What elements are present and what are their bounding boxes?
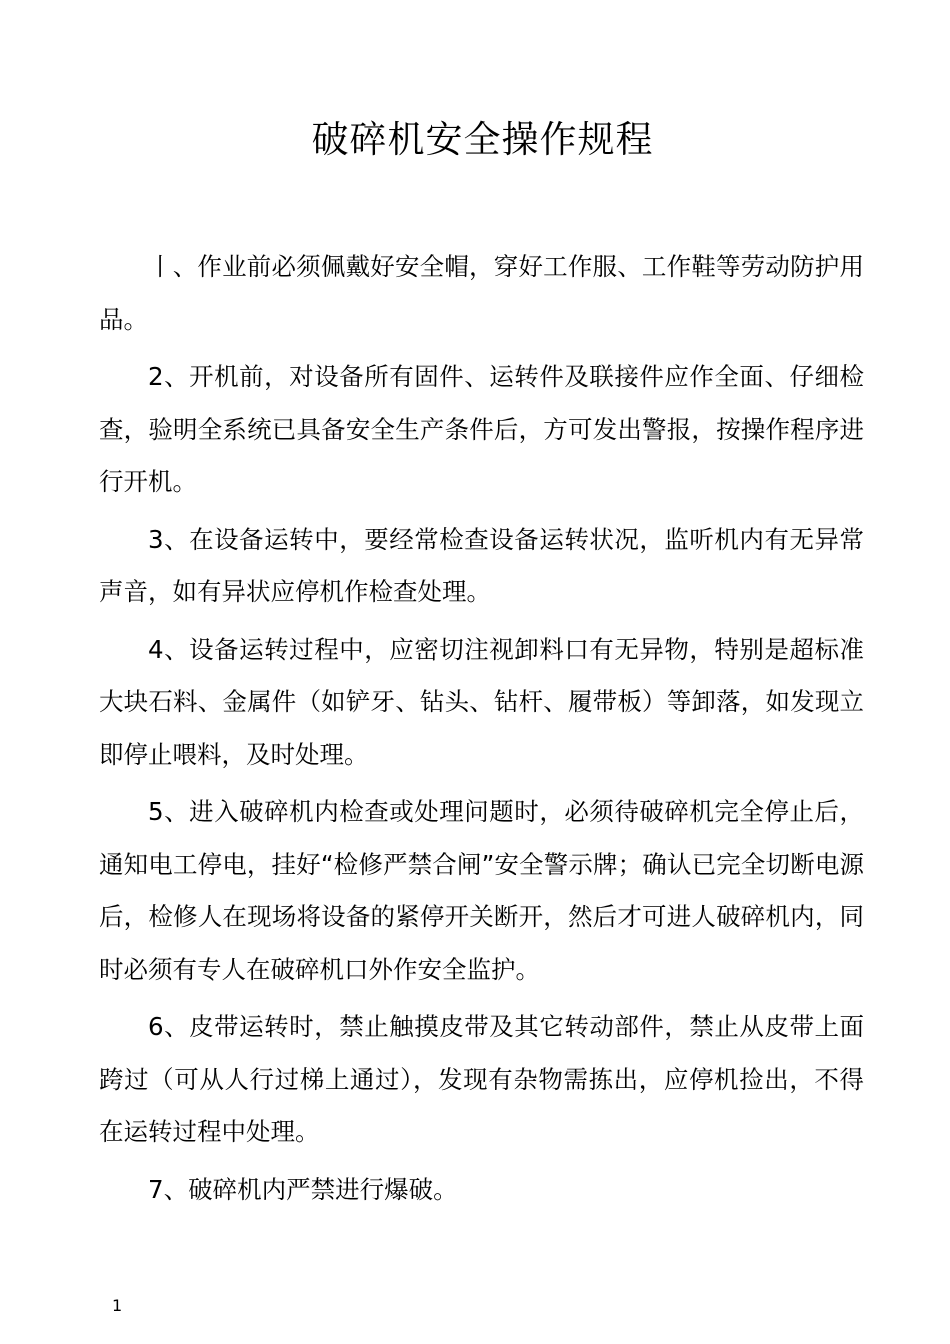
paragraph-1: 丨、作业前必须佩戴好安全帽，穿好工作服、工作鞋等劳动防护用品。 [99, 252, 864, 334]
paragraph-6: 6、皮带运转时，禁止触摸皮带及其它转动部件，禁止从皮带上面跨过（可从人行过梯上通过），发现有杂物需拣出，应停机捡出，不得在运转过程中处理。 [99, 1012, 864, 1146]
page-number: 1 [112, 1296, 123, 1315]
paragraph-5: 5、进入破碎机内检查或处理问题时，必须待破碎机完全停止后，通知电工停电，挂好“检修严禁合闸”安全警示牌；确认已完全切断电源后，检修人在现场将设备的紧停开关断开，然后才可进人破碎机内，同时必须有专人在破碎机口外作安全监护。 [99, 797, 864, 984]
paragraph-7: 7、破碎机内严禁进行爆破。 [148, 1174, 458, 1204]
document-title: 破碎机安全操作规程 [311, 118, 654, 161]
paragraph-3: 3、在设备运转中，要经常检查设备运转状况，监听机内有无异常声音，如有异状应停机作检查处理。 [99, 524, 864, 606]
paragraph-2: 2、开机前，对设备所有固件、运转件及联接件应作全面、仔细检查，验明全系统已具备安全生产条件后，方可发出警报，按操作程序进行开机。 [99, 362, 864, 496]
document-body [99, 241, 864, 1221]
paragraph-4: 4、设备运转过程中，应密切注视卸料口有无异物，特别是超标准大块石料、金属件（如铲牙、钻头、钻杆、履带板）等卸落，如发现立即停止喂料，及时处理。 [99, 634, 864, 769]
